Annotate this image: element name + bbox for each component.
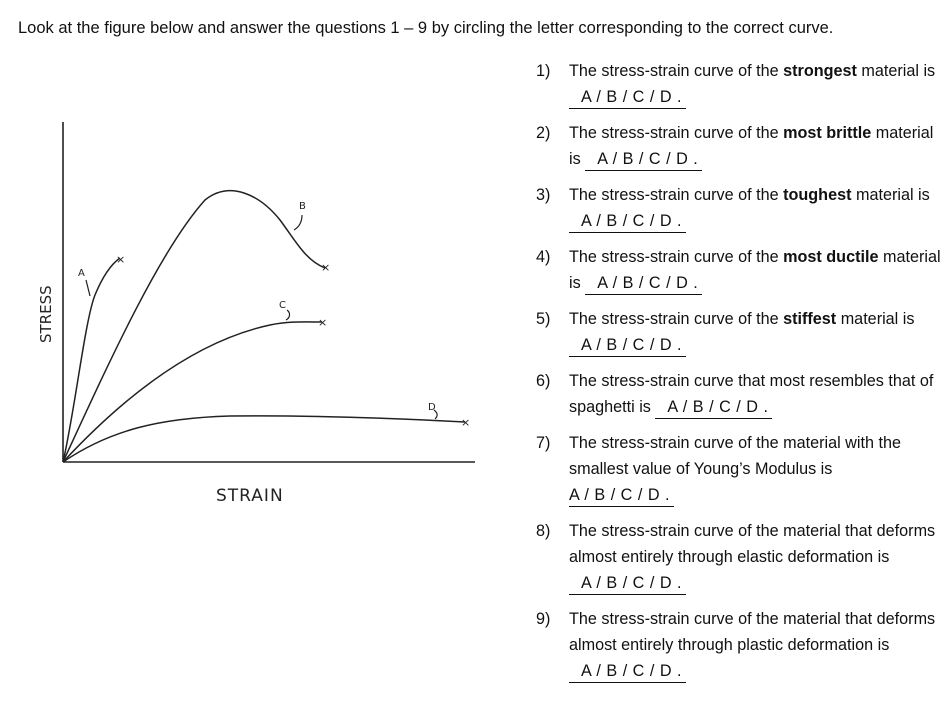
strain-axis-label: STRAIN	[216, 486, 284, 506]
curve-b-pointer	[294, 215, 302, 230]
curve-a-end-mark: ×	[116, 253, 126, 266]
answer-choices[interactable]: A / B / C / D .	[569, 87, 686, 109]
question-7	[536, 430, 941, 508]
curve-d-end-mark: ×	[461, 416, 471, 429]
curve-b-end-mark: ×	[321, 261, 331, 274]
question-2	[536, 120, 941, 172]
question-number: 3)	[536, 186, 551, 204]
curve-d	[63, 416, 465, 462]
question-number: 2)	[536, 124, 551, 142]
curve-label-d: D	[428, 402, 436, 413]
question-keyword: most ductile	[783, 248, 879, 266]
question-text-end: material is	[851, 186, 930, 204]
question-3	[536, 182, 941, 234]
question-text: The stress-strain curve of the material that deforms almost entirely through plastic deformation is	[569, 610, 936, 654]
question-9	[536, 606, 941, 684]
stress-axis-label: STRESS	[37, 285, 55, 343]
question-number: 7)	[536, 434, 551, 452]
question-text: The stress-strain curve that most resembles that of spaghetti is	[569, 372, 934, 416]
answer-choices[interactable]: A / B / C / D .	[585, 149, 702, 171]
answer-choices[interactable]: A / B / C / D .	[585, 273, 702, 295]
stress-strain-figure	[30, 110, 490, 510]
question-keyword: toughest	[783, 186, 852, 204]
answer-choices[interactable]: A / B / C / D .	[655, 397, 772, 419]
stress-strain-diagram	[30, 110, 490, 510]
question-text-end: material is	[836, 310, 915, 328]
question-list	[536, 58, 941, 694]
answer-choices[interactable]: A / B / C / D .	[569, 335, 686, 357]
question-number: 6)	[536, 372, 551, 390]
curve-label-b: B	[299, 201, 306, 212]
question-8	[536, 518, 941, 596]
answer-choices[interactable]: A / B / C / D .	[569, 485, 674, 507]
answer-choices[interactable]: A / B / C / D .	[569, 211, 686, 233]
question-keyword: strongest	[783, 62, 857, 80]
curve-label-a: A	[78, 268, 85, 279]
question-number: 8)	[536, 522, 551, 540]
question-text-end: material is	[569, 124, 934, 168]
answer-choices[interactable]: A / B / C / D .	[569, 661, 686, 683]
question-number: 9)	[536, 610, 551, 628]
question-keyword: most brittle	[783, 124, 872, 142]
question-6	[536, 368, 941, 420]
question-4	[536, 244, 941, 296]
question-text: The stress-strain curve of the	[569, 186, 784, 204]
question-1	[536, 58, 941, 110]
question-text: The stress-strain curve of the	[569, 248, 784, 266]
question-text-end: material is	[856, 62, 936, 80]
curve-label-c: C	[279, 300, 286, 311]
question-number: 1)	[536, 62, 551, 80]
answer-choices[interactable]: A / B / C / D .	[569, 573, 686, 595]
question-number: 4)	[536, 248, 551, 266]
question-text: The stress-strain curve of the	[569, 124, 784, 142]
question-text: The stress-strain curve of the material with the smallest value of Young’s Modulus is	[569, 434, 901, 478]
instructions: Look at the figure below and answer the questions 1 – 9 by circling the letter corresponding to the correct curve.	[18, 19, 834, 37]
curve-c-pointer	[286, 310, 290, 320]
curve-c-end-mark: ×	[318, 316, 328, 329]
question-text-end: material is	[569, 248, 941, 292]
question-number: 5)	[536, 310, 551, 328]
curve-a-pointer	[86, 280, 90, 296]
question-5	[536, 306, 941, 358]
question-text: The stress-strain curve of the	[569, 310, 784, 328]
question-keyword: stiffest	[783, 310, 837, 328]
question-text: The stress-strain curve of the material that deforms almost entirely through elastic deformation is	[569, 522, 936, 566]
curve-b	[63, 191, 328, 462]
question-text: The stress-strain curve of the	[569, 62, 784, 80]
